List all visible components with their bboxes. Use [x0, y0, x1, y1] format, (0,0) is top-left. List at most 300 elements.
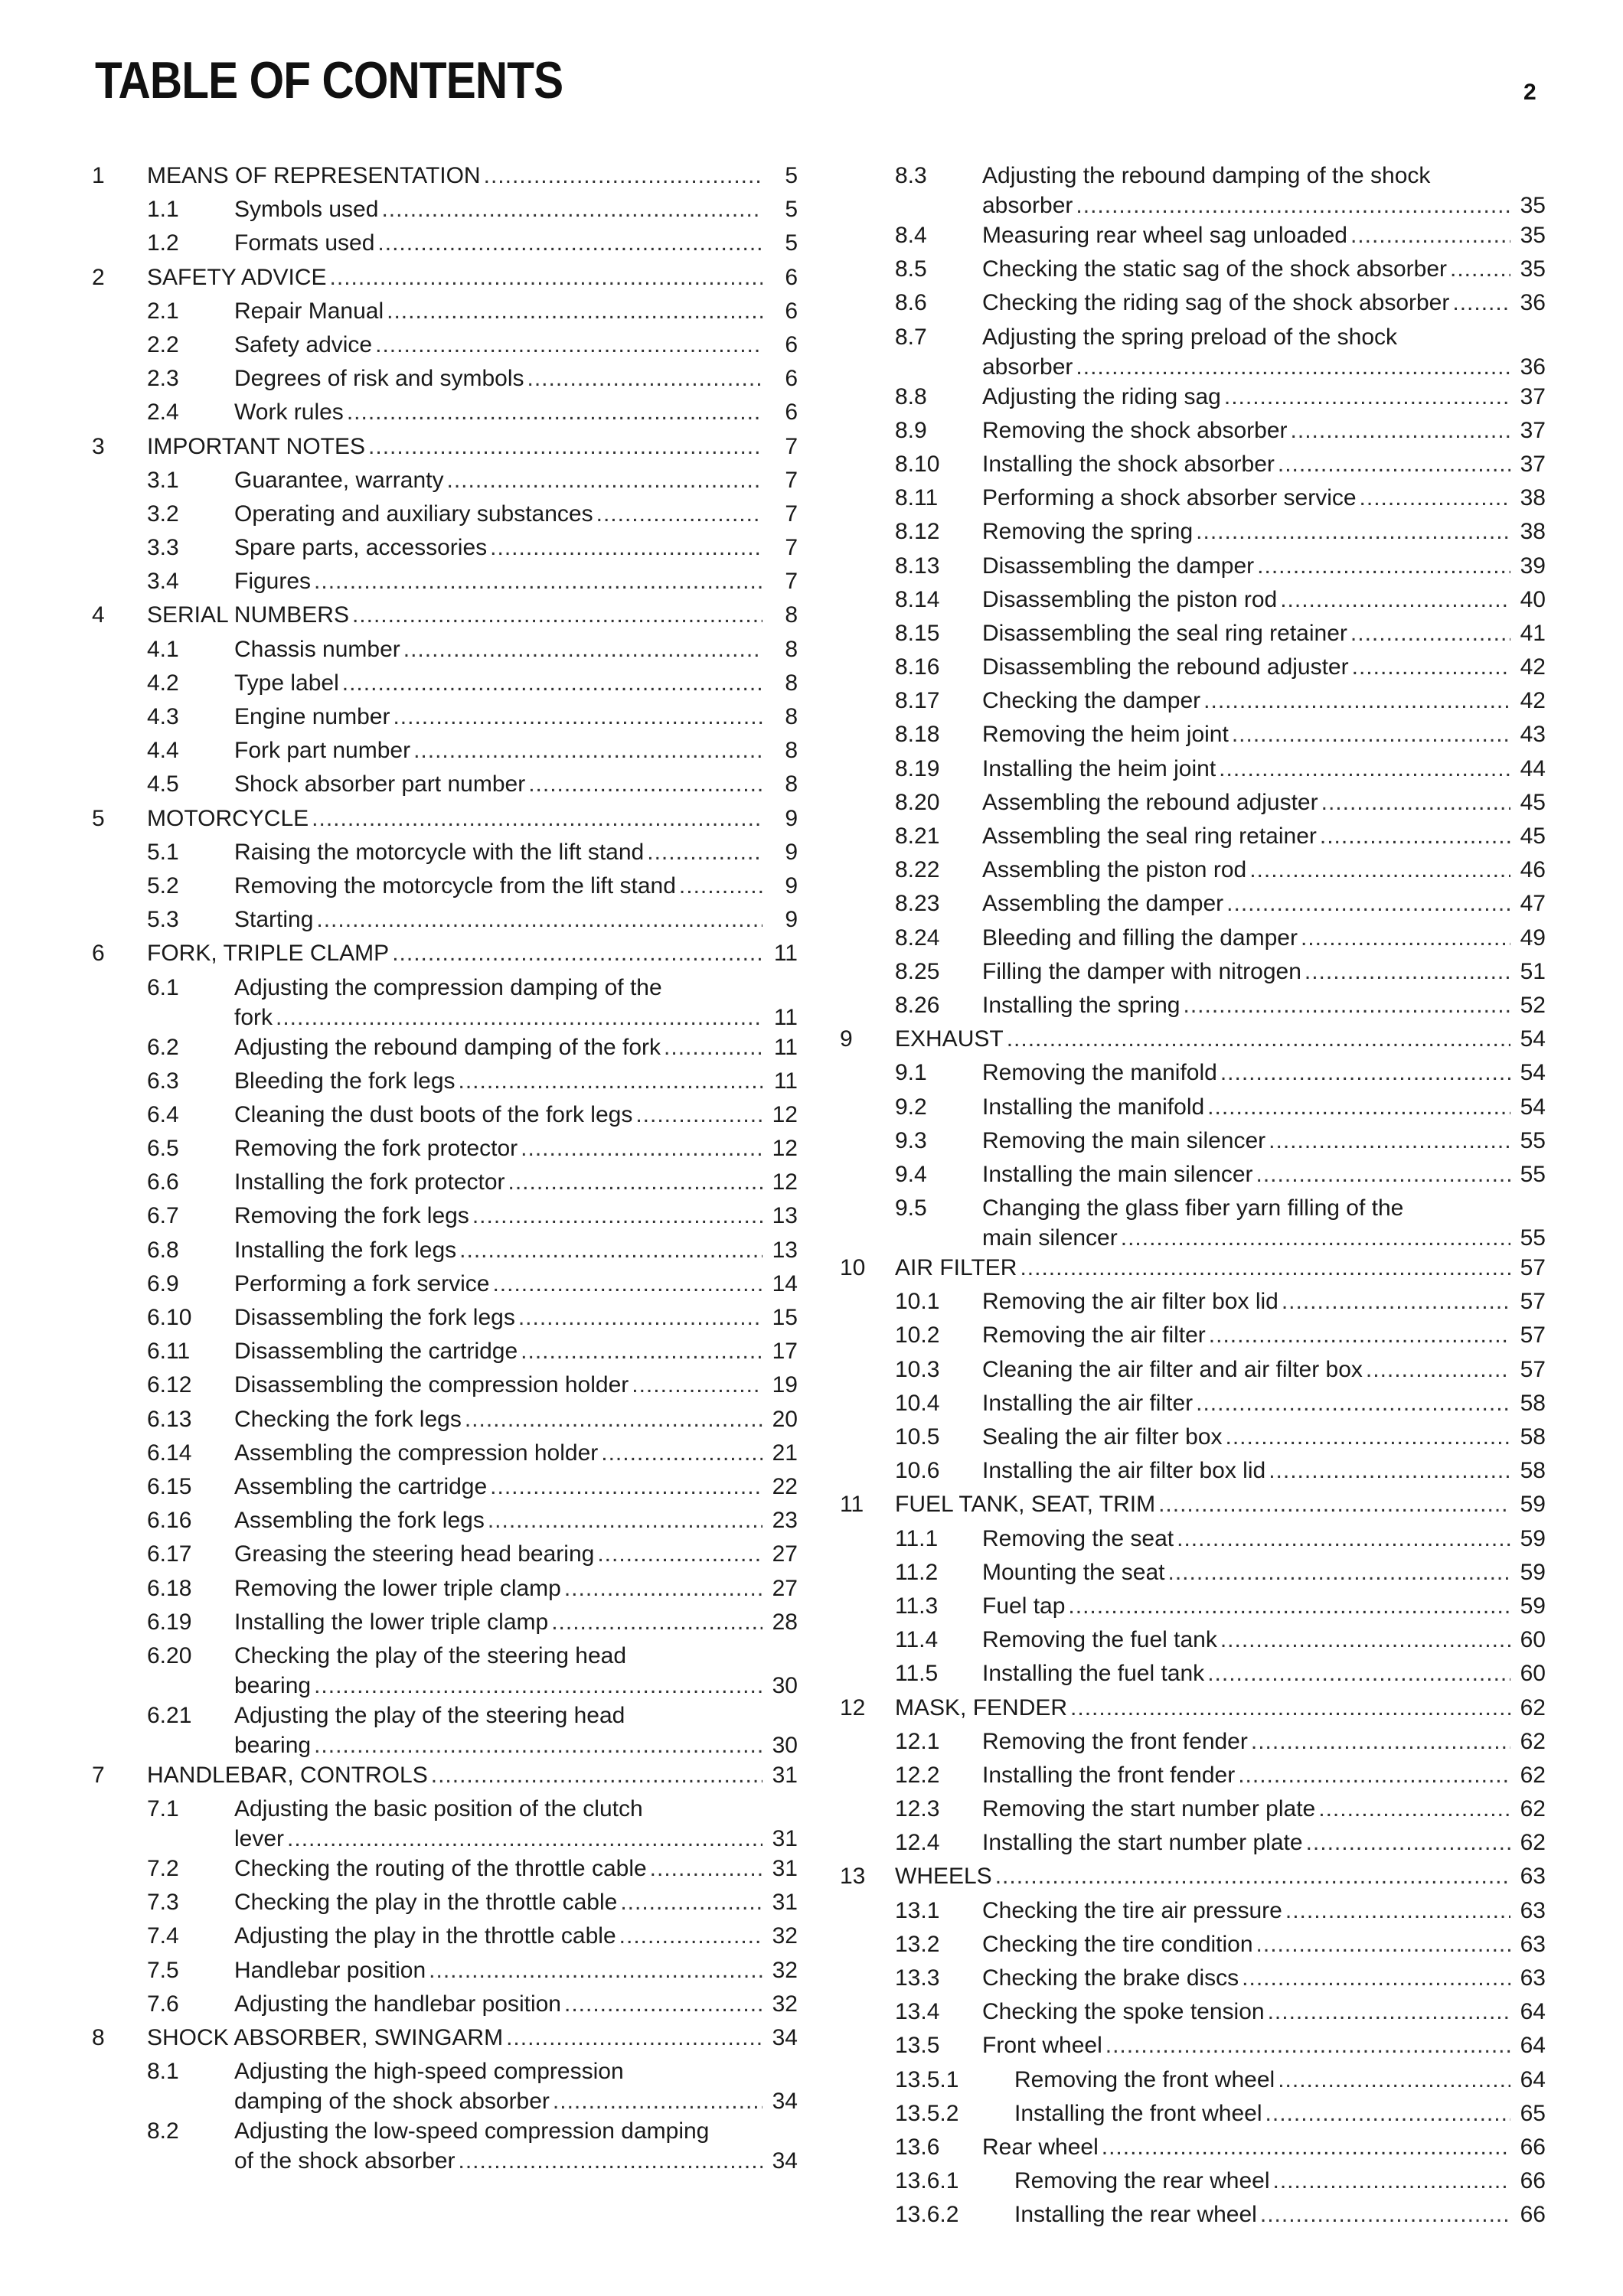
dot-leader: [314, 566, 763, 596]
toc-entry[interactable]: [840, 1557, 1546, 1591]
toc-entry-number: 6.16: [147, 1508, 192, 1534]
page-number: 2: [1523, 80, 1536, 105]
dot-leader: [1177, 1524, 1510, 1554]
toc-entry[interactable]: [92, 432, 798, 465]
toc-entry-number: 6.12: [147, 1372, 192, 1398]
toc-entry-number: 8.17: [895, 688, 940, 714]
toc-entry[interactable]: [840, 1963, 1546, 1997]
toc-entry-number: 13.6.2: [895, 2202, 959, 2228]
toc-entry-number: 7.4: [147, 1923, 179, 1949]
toc-entry[interactable]: [840, 2030, 1546, 2064]
toc-entry[interactable]: [92, 1539, 798, 1573]
toc-entry-title: Greasing the steering head bearing: [234, 1541, 595, 1567]
dot-leader: [553, 2086, 763, 2116]
toc-entry[interactable]: [840, 382, 1546, 416]
toc-entry[interactable]: [92, 1201, 798, 1234]
toc-entry-title: Removing the lower triple clamp: [234, 1575, 561, 1601]
toc-entry[interactable]: [92, 1472, 798, 1505]
toc-entry[interactable]: [92, 330, 798, 364]
toc-entry[interactable]: [92, 1370, 798, 1404]
toc-entry-number: 5.1: [147, 839, 179, 865]
toc-entry-title: Operating and auxiliary substances: [234, 501, 593, 527]
toc-entry-title: FUEL TANK, SEAT, TRIM: [895, 1492, 1156, 1518]
toc-entry-title: Removing the fuel tank: [982, 1627, 1217, 1653]
toc-entry-title: Assembling the damper: [982, 891, 1224, 917]
toc-entry-page: 7: [785, 535, 798, 561]
toc-entry-title: Spare parts, accessories: [234, 535, 488, 561]
toc-entry-number: 10.1: [895, 1289, 940, 1315]
toc-entry[interactable]: [92, 194, 798, 228]
toc-entry[interactable]: [840, 652, 1546, 686]
toc-entry-title: Checking the riding sag of the shock absorber: [982, 290, 1450, 316]
toc-entry-page: 21: [772, 1440, 798, 1466]
toc-entry-title: Installing the fork protector: [234, 1169, 505, 1195]
toc-entry[interactable]: [840, 1058, 1546, 1091]
dot-leader: [1291, 416, 1510, 445]
dot-leader: [1207, 1658, 1510, 1688]
toc-entry-title: Cleaning the dust boots of the fork legs: [234, 1101, 633, 1127]
dot-leader: [564, 1574, 763, 1603]
toc-entry-page: 65: [1520, 2100, 1546, 2126]
toc-entry-page: 23: [772, 1508, 798, 1534]
toc-entry[interactable]: [840, 1760, 1546, 1794]
toc-entry[interactable]: [92, 1133, 798, 1167]
toc-entry[interactable]: [92, 161, 798, 194]
toc-entry-number: 8.3: [895, 163, 927, 188]
toc-entry-title: Raising the motorcycle with the lift stand: [234, 839, 645, 865]
toc-entry-title: Disassembling the damper: [982, 553, 1255, 579]
dot-leader: [679, 871, 763, 901]
toc-entry-page: 60: [1520, 1627, 1546, 1653]
toc-entry[interactable]: [92, 871, 798, 905]
toc-entry-number: 5: [92, 805, 105, 831]
toc-entry[interactable]: [840, 1126, 1546, 1159]
toc-entry[interactable]: [92, 1921, 798, 1955]
toc-entry-number: 6.7: [147, 1203, 179, 1229]
dot-leader: [1168, 1557, 1511, 1587]
dot-leader: [506, 2023, 763, 2053]
toc-entry-page: 13: [772, 1237, 798, 1263]
toc-entry-number: 10.2: [895, 1322, 940, 1349]
toc-entry-page: 27: [772, 1541, 798, 1567]
toc-entry-title: Figures: [234, 569, 312, 595]
toc-entry-title-continued: bearing: [234, 1672, 312, 1698]
toc-entry[interactable]: [840, 990, 1546, 1024]
dot-leader: [352, 600, 763, 630]
toc-entry-title: Assembling the compression holder: [234, 1440, 599, 1466]
toc-entry[interactable]: [92, 938, 798, 972]
toc-entry[interactable]: [92, 296, 798, 330]
toc-entry[interactable]: [840, 719, 1546, 753]
toc-entry-title: SHOCK ABSORBER, SWINGARM: [147, 2025, 504, 2050]
toc-entry-number: 10.4: [895, 1390, 940, 1416]
toc-entry[interactable]: [92, 1701, 798, 1760]
dot-leader: [1220, 1625, 1510, 1655]
toc-entry-page: 63: [1520, 1864, 1546, 1890]
dot-leader: [1070, 1693, 1510, 1723]
dot-leader: [342, 668, 763, 698]
toc-entry[interactable]: [92, 2023, 798, 2056]
toc-entry-number: 4.1: [147, 636, 179, 662]
toc-entry[interactable]: [840, 161, 1546, 220]
dot-leader: [403, 634, 763, 664]
toc-entry[interactable]: [840, 1997, 1546, 2030]
toc-entry-page: 8: [785, 704, 798, 729]
toc-entry-page: 30: [772, 1672, 798, 1698]
toc-entry[interactable]: [840, 1591, 1546, 1625]
toc-entry[interactable]: [840, 483, 1546, 517]
toc-entry[interactable]: [840, 2065, 1546, 2099]
toc-entry[interactable]: [840, 686, 1546, 719]
toc-entry-page: 28: [772, 1609, 798, 1635]
toc-entry-title: Disassembling the fork legs: [234, 1305, 515, 1330]
dot-leader: [597, 1539, 763, 1569]
dot-leader: [490, 1472, 763, 1502]
toc-entry-number: 13.6.1: [895, 2168, 959, 2194]
toc-entry[interactable]: [840, 254, 1546, 288]
toc-entry-number: 1: [92, 163, 105, 188]
dot-leader: [459, 1235, 763, 1265]
dot-leader: [1076, 191, 1510, 220]
dot-leader: [1320, 821, 1510, 851]
toc-entry[interactable]: [840, 754, 1546, 788]
toc-entry[interactable]: [92, 263, 798, 296]
dot-leader: [1226, 889, 1510, 918]
toc-entry[interactable]: [92, 769, 798, 803]
toc-entry-title: Removing the front fender: [982, 1728, 1248, 1754]
toc-entry-number: 6.18: [147, 1575, 192, 1601]
toc-entry-title: Disassembling the compression holder: [234, 1372, 629, 1398]
toc-entry[interactable]: [840, 551, 1546, 585]
toc-entry[interactable]: [840, 449, 1546, 483]
toc-entry[interactable]: [92, 1167, 798, 1201]
toc-entry[interactable]: [840, 288, 1546, 321]
dot-leader: [392, 938, 763, 968]
toc-entry[interactable]: [840, 855, 1546, 889]
toc-entry[interactable]: [92, 465, 798, 499]
toc-entry-title: Installing the fuel tank: [982, 1661, 1205, 1687]
toc-entry[interactable]: [92, 566, 798, 600]
toc-entry-number: 6.6: [147, 1169, 179, 1195]
toc-entry[interactable]: [840, 2099, 1546, 2132]
toc-entry[interactable]: [92, 1269, 798, 1303]
toc-entry-title: Sealing the air filter box: [982, 1424, 1223, 1450]
toc-entry[interactable]: [92, 1438, 798, 1472]
toc-entry-title: WHEELS: [895, 1864, 992, 1890]
toc-entry-page: 55: [1520, 1225, 1546, 1251]
toc-entry[interactable]: [840, 957, 1546, 990]
toc-entry[interactable]: [840, 889, 1546, 922]
toc-entry-number: 8.23: [895, 891, 940, 917]
toc-entry-page: 8: [785, 636, 798, 662]
toc-entry-page: 22: [772, 1473, 798, 1499]
toc-entry[interactable]: [840, 1489, 1546, 1523]
toc-entry-number: 9.4: [895, 1161, 927, 1187]
toc-entry[interactable]: [840, 2200, 1546, 2233]
toc-entry-number: 8.11: [895, 485, 939, 511]
dot-leader: [488, 1505, 763, 1535]
dot-leader: [647, 837, 763, 867]
toc-entry[interactable]: [92, 499, 798, 533]
toc-entry[interactable]: [840, 517, 1546, 550]
dot-leader: [1102, 2132, 1510, 2162]
dot-leader: [316, 905, 763, 934]
dot-leader: [287, 1824, 763, 1854]
toc-entry-number: 10.3: [895, 1356, 940, 1382]
toc-entry[interactable]: [840, 1625, 1546, 1658]
toc-entry-title: Formats used: [234, 230, 375, 256]
toc-entry-title: Disassembling the rebound adjuster: [982, 654, 1349, 680]
toc-entry[interactable]: [92, 1032, 798, 1066]
toc-entry[interactable]: [840, 1658, 1546, 1692]
dot-leader: [276, 1003, 763, 1032]
toc-entry[interactable]: [92, 1574, 798, 1607]
toc-entry-number: 8.1: [147, 2059, 179, 2085]
toc-entry-number: 7.6: [147, 1991, 179, 2017]
toc-entry-title: Installing the manifold: [982, 1094, 1205, 1120]
toc-entry-number: 11.4: [895, 1627, 939, 1653]
toc-entry[interactable]: [840, 821, 1546, 855]
toc-entry[interactable]: [840, 1355, 1546, 1388]
toc-entry[interactable]: [92, 397, 798, 431]
toc-entry-title: Checking the tire air pressure: [982, 1897, 1282, 1923]
toc-entry-page: 32: [772, 1923, 798, 1949]
toc-entry[interactable]: [92, 905, 798, 938]
dot-leader: [1269, 1456, 1510, 1486]
dot-leader: [521, 1133, 763, 1163]
toc-entry[interactable]: [92, 804, 798, 837]
toc-entry-page: 38: [1520, 485, 1546, 511]
toc-entry[interactable]: [92, 1066, 798, 1100]
toc-entry-number: 10.5: [895, 1424, 940, 1450]
toc-entry[interactable]: [92, 2116, 798, 2176]
toc-entry[interactable]: [840, 1320, 1546, 1354]
dot-leader: [1105, 2030, 1510, 2060]
toc-entry-page: 32: [772, 1991, 798, 2017]
toc-entry-number: 9.2: [895, 1094, 927, 1120]
toc-entry[interactable]: [840, 1524, 1546, 1557]
dot-leader: [1196, 1388, 1510, 1418]
toc-entry[interactable]: [840, 1794, 1546, 1828]
toc-entry-number: 11.2: [895, 1559, 939, 1585]
toc-entry-number: 13.3: [895, 1965, 940, 1991]
toc-entry-title: Front wheel: [982, 2033, 1102, 2059]
toc-entry[interactable]: [840, 585, 1546, 618]
toc-entry-title: Rear wheel: [982, 2134, 1099, 2160]
toc-entry-page: 7: [785, 433, 798, 459]
toc-entry-number: 7.2: [147, 1856, 179, 1882]
toc-entry[interactable]: [840, 2166, 1546, 2200]
toc-entry[interactable]: [840, 1159, 1546, 1193]
toc-entry-title: FORK, TRIPLE CLAMP: [147, 941, 390, 967]
toc-entry-page: 54: [1520, 1026, 1546, 1052]
toc-entry-title: IMPORTANT NOTES: [147, 433, 366, 459]
toc-entry-number: 8.13: [895, 553, 940, 579]
toc-entry-title: Fuel tap: [982, 1593, 1066, 1619]
toc-entry-number: 6.4: [147, 1101, 179, 1127]
toc-entry-number: 7.5: [147, 1957, 179, 1983]
toc-entry-title: Adjusting the play of the steering head: [234, 1702, 625, 1728]
toc-entry-title: Adjusting the rebound damping of the shock: [982, 163, 1431, 188]
toc-entry[interactable]: [840, 1024, 1546, 1058]
toc-entry-page: 63: [1520, 1931, 1546, 1957]
toc-entry-title: Checking the brake discs: [982, 1965, 1239, 1991]
toc-entry[interactable]: [92, 1303, 798, 1336]
toc-entry-title: SERIAL NUMBERS: [147, 602, 349, 628]
toc-entry[interactable]: [840, 2132, 1546, 2166]
toc-entry[interactable]: [840, 1287, 1546, 1320]
toc-entry-page: 6: [785, 400, 798, 426]
toc-entry-page: 9: [785, 805, 798, 831]
toc-entry[interactable]: [840, 1861, 1546, 1895]
dot-leader: [446, 465, 763, 495]
dot-leader: [596, 499, 763, 529]
toc-entry[interactable]: [840, 1388, 1546, 1422]
dot-leader: [995, 1861, 1510, 1891]
toc-entry[interactable]: [92, 1794, 798, 1854]
toc-entry-number: 6.20: [147, 1642, 192, 1668]
toc-entry[interactable]: [92, 228, 798, 262]
toc-entry-number: 2.4: [147, 400, 179, 426]
toc-entry-page: 38: [1520, 519, 1546, 545]
toc-entry-number: 6.9: [147, 1270, 179, 1296]
dot-leader: [312, 804, 763, 833]
toc-entry[interactable]: [92, 837, 798, 871]
toc-entry[interactable]: [92, 1854, 798, 1887]
dot-leader: [1306, 1828, 1510, 1857]
toc-entry-title: Assembling the seal ring retainer: [982, 823, 1317, 849]
toc-entry[interactable]: [92, 702, 798, 735]
toc-entry-title: Installing the heim joint: [982, 755, 1216, 781]
toc-entry[interactable]: [840, 1896, 1546, 1929]
dot-leader: [492, 1269, 763, 1299]
toc-entry[interactable]: [840, 220, 1546, 254]
toc-entry-page: 62: [1520, 1728, 1546, 1754]
toc-entry-title: Installing the front wheel: [1014, 2100, 1262, 2126]
toc-entry-page: 31: [772, 1762, 798, 1788]
toc-entry-title: Installing the main silencer: [982, 1161, 1253, 1187]
toc-entry[interactable]: [840, 618, 1546, 652]
toc-entry[interactable]: [92, 668, 798, 702]
dot-leader: [1360, 483, 1510, 513]
dot-leader: [1268, 1997, 1510, 2027]
toc-entry-page: 34: [772, 2025, 798, 2050]
toc-entry-page: 8: [785, 670, 798, 696]
dot-leader: [1278, 2065, 1510, 2095]
toc-entry-page: 58: [1520, 1390, 1546, 1416]
toc-entry-title: Checking the routing of the throttle cable: [234, 1856, 647, 1882]
toc-entry[interactable]: [840, 788, 1546, 821]
toc-entry-number: 10: [840, 1255, 866, 1281]
toc-entry-number: 4.2: [147, 670, 179, 696]
toc-entry-page: 64: [1520, 1999, 1546, 2025]
toc-entry-number: 11.3: [895, 1593, 939, 1619]
toc-entry[interactable]: [840, 1727, 1546, 1760]
dot-leader: [527, 364, 763, 393]
toc-entry-page: 34: [772, 2089, 798, 2115]
toc-entry[interactable]: [92, 1955, 798, 1989]
toc-entry[interactable]: [92, 1235, 798, 1269]
toc-entry[interactable]: [840, 1456, 1546, 1489]
toc-entry-page: 57: [1520, 1255, 1546, 1281]
toc-entry[interactable]: [92, 634, 798, 668]
toc-entry[interactable]: [92, 1505, 798, 1539]
toc-entry[interactable]: [92, 1641, 798, 1701]
toc-entry[interactable]: [92, 1404, 798, 1438]
dot-leader: [1232, 719, 1510, 749]
toc-entry[interactable]: [92, 1887, 798, 1921]
toc-entry[interactable]: [92, 735, 798, 769]
dot-leader: [314, 1730, 763, 1760]
dot-leader: [1196, 517, 1510, 546]
toc-entry-number: 4: [92, 602, 105, 628]
toc-entry[interactable]: [840, 1193, 1546, 1253]
toc-entry[interactable]: [840, 1929, 1546, 1963]
toc-entry-page: 14: [772, 1270, 798, 1296]
toc-entry-title: Disassembling the cartridge: [234, 1339, 518, 1365]
toc-entry-number: 7.1: [147, 1796, 179, 1822]
toc-entry-page: 11: [773, 941, 798, 967]
dot-leader: [619, 1921, 763, 1951]
toc-entry[interactable]: [92, 533, 798, 566]
toc-entry-number: 6: [92, 941, 105, 967]
toc-entry-number: 8.24: [895, 925, 940, 951]
toc-entry[interactable]: [840, 1092, 1546, 1126]
toc-entry-number: 8.20: [895, 789, 940, 815]
toc-entry-number: 9.5: [895, 1195, 927, 1221]
toc-entry[interactable]: [840, 416, 1546, 449]
toc-entry-title: Removing the main silencer: [982, 1127, 1266, 1153]
dot-leader: [429, 1955, 763, 1985]
toc-entry[interactable]: [840, 1422, 1546, 1456]
toc-entry[interactable]: [840, 923, 1546, 957]
toc-entry-page: 59: [1520, 1525, 1546, 1551]
toc-entry[interactable]: [840, 322, 1546, 382]
toc-entry[interactable]: [92, 1100, 798, 1133]
toc-entry-page: 55: [1520, 1127, 1546, 1153]
toc-entry-number: 2: [92, 264, 105, 290]
toc-entry[interactable]: [92, 600, 798, 634]
toc-entry[interactable]: [92, 1989, 798, 2023]
toc-entry-title: HANDLEBAR, CONTROLS: [147, 1762, 428, 1788]
toc-entry[interactable]: [840, 1253, 1546, 1287]
toc-entry-number: 6.1: [147, 974, 179, 1000]
toc-entry-title: Checking the damper: [982, 688, 1201, 714]
toc-entry-page: 36: [1520, 290, 1546, 316]
toc-entry-title: EXHAUST: [895, 1026, 1004, 1052]
toc-entry[interactable]: [92, 364, 798, 397]
toc-entry[interactable]: [840, 1828, 1546, 1861]
toc-entry-title: Removing the shock absorber: [982, 417, 1288, 443]
dot-leader: [632, 1370, 763, 1400]
toc-entry[interactable]: [840, 1693, 1546, 1727]
toc-entry-number: 8.15: [895, 620, 940, 646]
toc-entry[interactable]: [92, 1336, 798, 1370]
toc-entry-number: 13.5: [895, 2033, 940, 2059]
toc-entry-title: Removing the fork legs: [234, 1203, 469, 1229]
toc-entry-title: Installing the air filter: [982, 1390, 1194, 1416]
toc-entry[interactable]: [92, 1607, 798, 1641]
toc-entry-page: 35: [1520, 256, 1546, 282]
toc-entry-number: 9: [840, 1026, 853, 1052]
toc-entry[interactable]: [92, 1760, 798, 1794]
toc-entry[interactable]: [92, 2056, 798, 2116]
toc-entry-page: 31: [772, 1890, 798, 1916]
dot-leader: [508, 1167, 763, 1197]
toc-entry-title: Mounting the seat: [982, 1559, 1165, 1585]
toc-entry[interactable]: [92, 973, 798, 1032]
dot-leader: [1352, 652, 1510, 682]
